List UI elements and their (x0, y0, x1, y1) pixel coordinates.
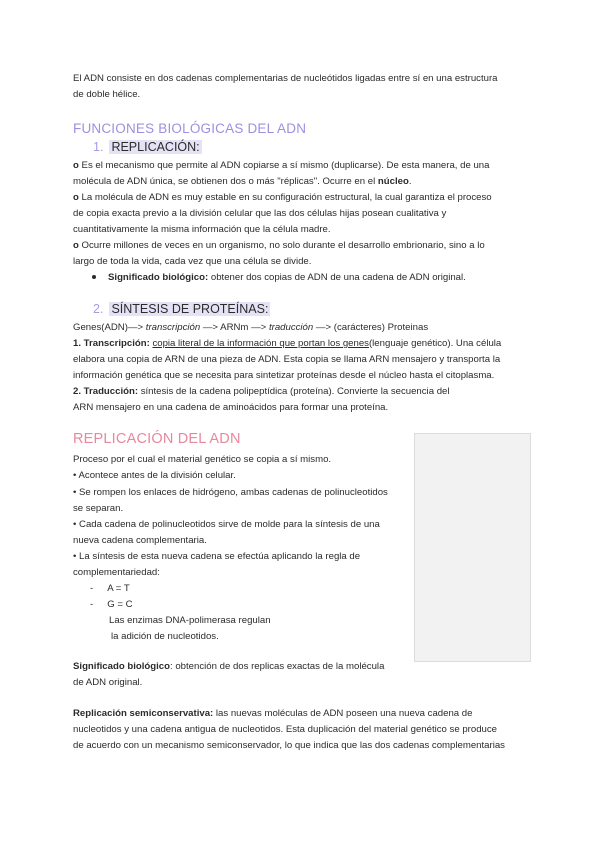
semi-line2: nucleotidos y una cadena antigua de nucleotidos. Esta duplicación del material genético se produce (73, 724, 498, 735)
bullet-icon (92, 275, 96, 279)
pair-at: - A = T (90, 583, 130, 594)
replicacion-p2-line1: o La molécula de ADN es muy estable en su configuración estructural, la cual garantiza el proceso (73, 192, 492, 203)
sintesis-title: SÍNTESIS DE PROTEÍNAS: (111, 302, 269, 316)
transcripcion-line3: información genética que se necesita para sintetizar proteínas desde el núcleo hasta el citoplasma. (73, 370, 495, 381)
rep-l6: nueva cadena complementaria. (73, 535, 207, 546)
enzimas-line2: la adición de nucleotidos. (111, 631, 219, 642)
replicacion-p1-line2: molécula de ADN única, se obtienen dos o más "réplicas". Ocurre en el núcleo. (73, 176, 412, 187)
transcripcion-line2: elabora una copia de ARN de una pieza de ADN. Esta copia se llama ARN mensajero y transporta la (73, 354, 501, 365)
intro-line-1: El ADN consiste en dos cadenas complementarias de nucleótidos ligadas entre sí en una estructura (73, 73, 498, 84)
replicacion-p2-line3: cuantitativamente la misma información que la célula madre. (73, 224, 331, 235)
replicacion-number: 1. (93, 140, 104, 154)
rep-l2: • Acontece antes de la división celular. (73, 470, 236, 481)
semi-line1: Replicación semiconservativa: las nuevas moléculas de ADN poseen una nueva cadena de (73, 708, 473, 719)
replicacion-title: REPLICACIÓN: (111, 140, 200, 154)
intro-line-2: de doble hélice. (73, 89, 141, 100)
rep-l5: • Cada cadena de polinucleotidos sirve de molde para la síntesis de una (73, 519, 380, 530)
rep-l4: se separan. (73, 503, 124, 514)
rep-significado-line2: de ADN original. (73, 677, 143, 688)
replicacion-p3-line1: o Ocurre millones de veces en un organismo, no solo durante el desarrollo embrionario, sino a lo (73, 240, 485, 251)
replicacion-p1-line1: o Es el mecanismo que permite al ADN copiarse a sí mismo (duplicarse). De esta manera, de una (73, 160, 490, 171)
replicacion-subheading (93, 140, 202, 154)
sintesis-flow: Genes(ADN)—> transcripción —> ARNm —> traducción —> (carácteres) Proteinas (73, 322, 429, 333)
replicacion-p2-line2: de copia exacta previo a la división celular que las dos células hijas posean cualitativa y (73, 208, 447, 219)
rep-l1: Proceso por el cual el material genético se copia a sí mismo. (73, 454, 332, 465)
traduccion-line1: 2. Traducción: síntesis de la cadena polipeptídica (proteína). Convierte la secuencia del (73, 386, 450, 397)
transcripcion-line1: 1. Transcripción: copia literal de la información que portan los genes(lenguaje genético). Una célula (73, 338, 502, 349)
sintesis-subheading (93, 302, 270, 316)
funciones-heading: FUNCIONES BIOLÓGICAS DEL ADN (73, 121, 307, 136)
sintesis-number: 2. (93, 302, 104, 316)
replicacion-p3-line2: largo de toda la vida, cada vez que una célula se divide. (73, 256, 312, 267)
rep-l3: • Se rompen los enlaces de hidrógeno, ambas cadenas de polinucleotidos (73, 487, 388, 498)
rep-l8: complementariedad: (73, 567, 160, 578)
figure-placeholder (414, 433, 531, 662)
pair-gc: - G = C (90, 599, 133, 610)
traduccion-line2: ARN mensajero en una cadena de aminoácidos para formar una proteína. (73, 402, 389, 413)
replicacion-adn-heading: REPLICACIÓN DEL ADN (73, 431, 241, 447)
semi-line3: de acuerdo con un mecanismo semiconservador, lo que indica que las dos cadenas complementarias (73, 740, 505, 751)
rep-significado-line1: Significado biológico: obtención de dos replicas exactas de la molécula (73, 661, 385, 672)
enzimas-line1: Las enzimas DNA-polimerasa regulan (109, 615, 271, 626)
rep-l7: • La síntesis de esta nueva cadena se efectúa aplicando la regla de (73, 551, 361, 562)
replicacion-significado: Significado biológico: obtener dos copias de ADN de una cadena de ADN original. (92, 270, 547, 286)
